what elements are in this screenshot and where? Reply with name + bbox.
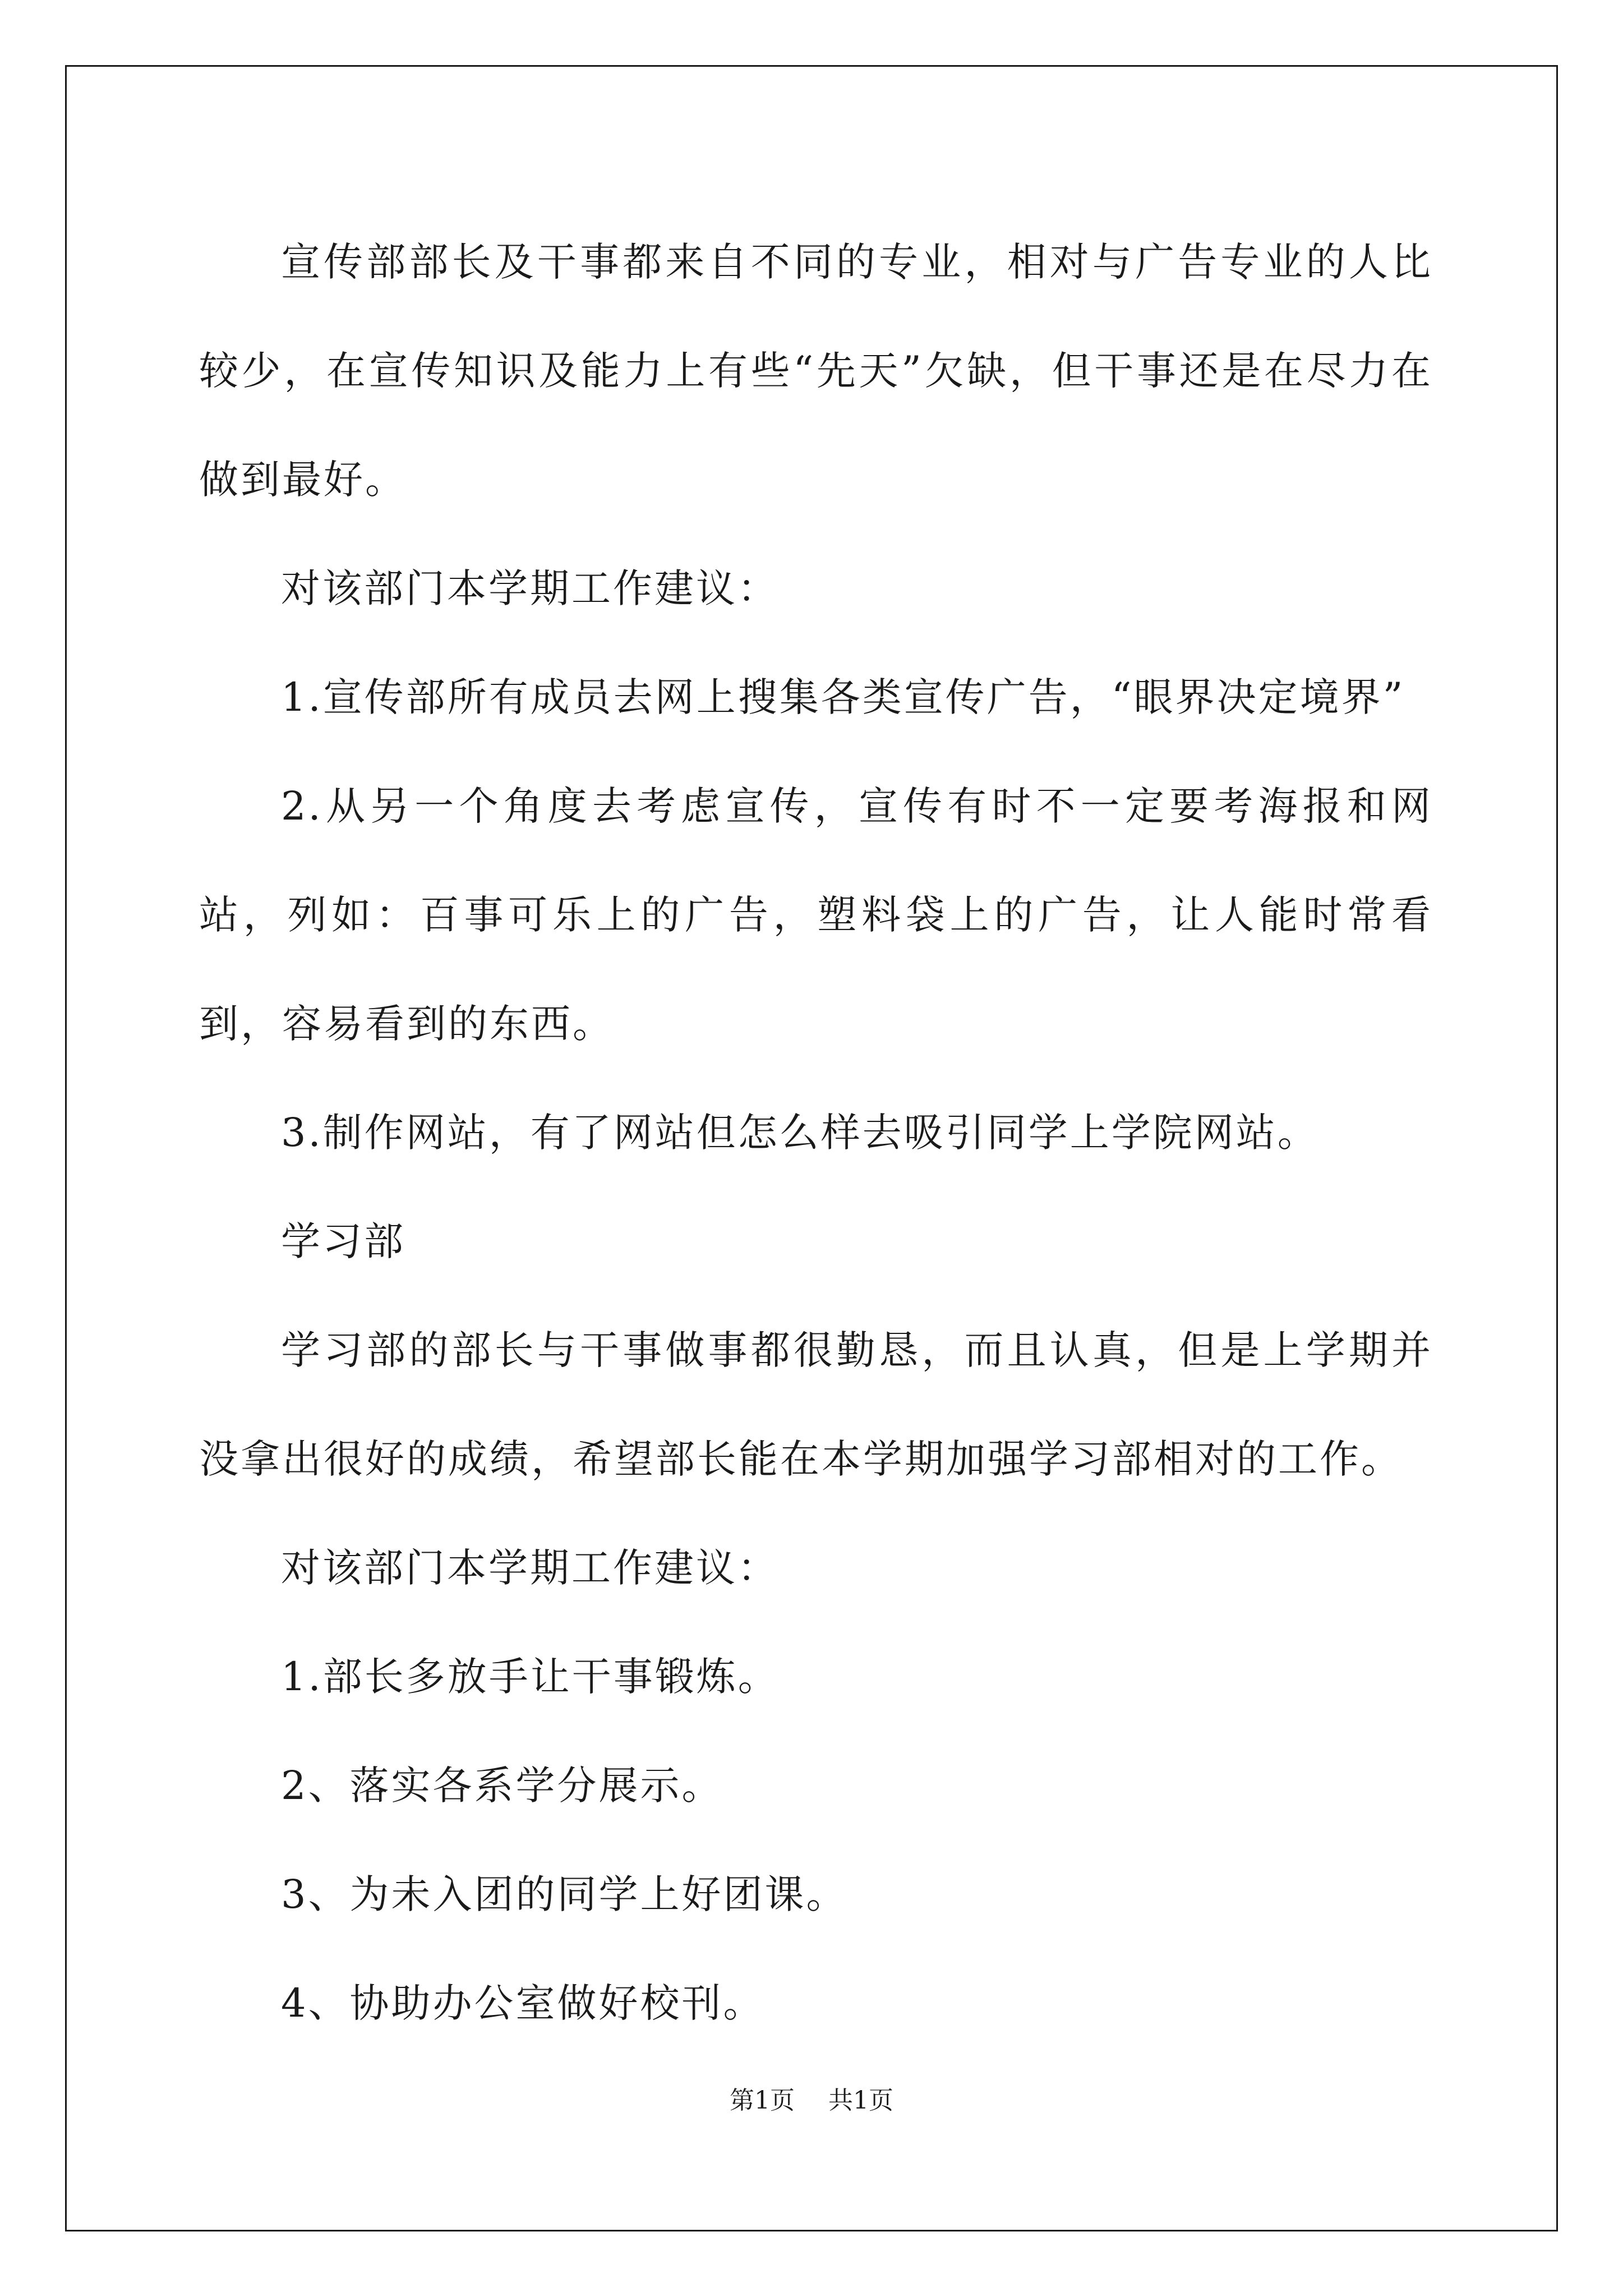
paragraph: 对该部门本学期工作建议： xyxy=(281,565,779,611)
paragraph: 4、协助办公室做好校刊。 xyxy=(281,1980,765,2026)
paragraph: 2、落实各系学分展示。 xyxy=(281,1763,723,1809)
paragraph: 1.部长多放手让干事锻炼。 xyxy=(281,1654,780,1700)
paragraph: 2.从另一个角度去考虑宣传，宣传有时不一定要考海报和网站，列如：百事可乐上的广告，塑料袋上的广告，让人能时常看到，容易看到的东西。 xyxy=(199,783,1433,1047)
paragraph: 3.制作网站，有了网站但怎么样去吸引同学上学院网站。 xyxy=(281,1110,1319,1156)
document-body xyxy=(199,208,1433,2058)
paragraph: 1.宣传部所有成员去网上搜集各类宣传广告，“眼界决定境界” xyxy=(281,674,1405,720)
paragraph: 宣传部部长及干事都来自不同的专业，相对与广告专业的人比较少，在宣传知识及能力上有些“先天”欠缺，但干事还是在尽力在做到最好。 xyxy=(199,239,1433,503)
paragraph: 学习部的部长与干事做事都很勤恳，而且认真，但是上学期并没拿出很好的成绩，希望部长能在本学期加强学习部相对的工作。 xyxy=(199,1327,1433,1482)
page-number-current: 第1页 xyxy=(730,2086,795,2115)
page-footer xyxy=(0,2084,1623,2118)
section-heading: 学习部 xyxy=(281,1218,405,1264)
paragraph: 3、为未入团的同学上好团课。 xyxy=(281,1871,848,1917)
paragraph: 对该部门本学期工作建议： xyxy=(281,1545,779,1591)
page-number-total: 共1页 xyxy=(828,2086,893,2115)
